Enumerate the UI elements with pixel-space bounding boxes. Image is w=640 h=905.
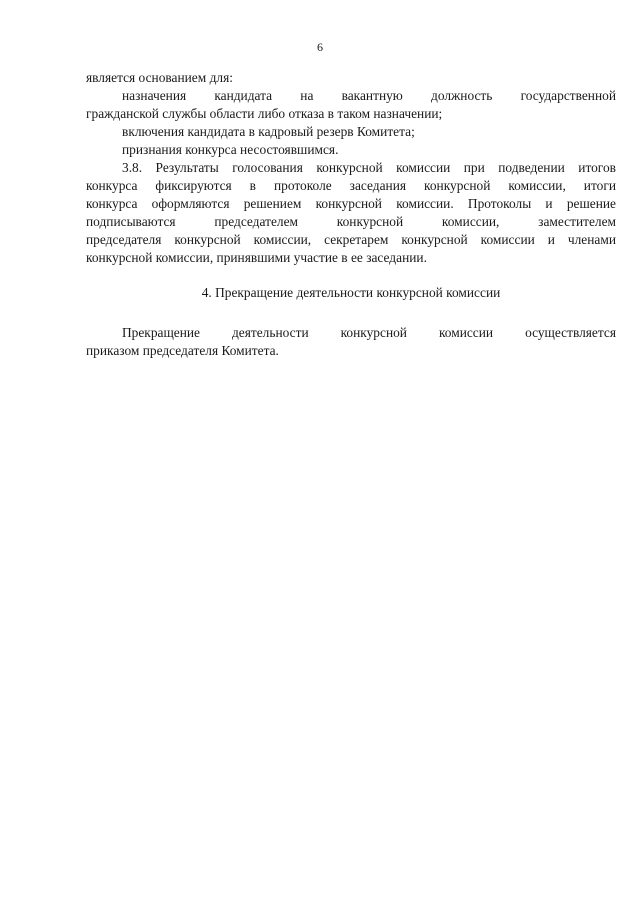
text-line: приказом председателя Комитета. [86, 343, 279, 358]
text-line: председателя конкурсной комиссии, секретарем конкурсной комиссии и членами [86, 232, 616, 247]
text-line: включения кандидата в кадровый резерв Комитета; [122, 124, 415, 139]
text-line: конкурсной комиссии, принявшими участие в ее заседании. [86, 250, 427, 265]
section-heading: 4. Прекращение деятельности конкурсной комиссии [201, 285, 501, 300]
text-line: подписываются председателем конкурсной комиссии, заместителем [86, 214, 616, 229]
text-line: является основанием для: [86, 70, 233, 85]
page-number: 6 [317, 40, 323, 54]
text-line: Прекращение деятельности конкурсной комиссии осуществляется [122, 325, 616, 340]
text-line: конкурса оформляются решением конкурсной комиссии. Протоколы и решение [86, 196, 616, 211]
text-line: 3.8. Результаты голосования конкурсной комиссии при подведении итогов [122, 160, 616, 175]
text-line: гражданской службы области либо отказа в таком назначении; [86, 106, 443, 121]
text-line: назначения кандидата на вакантную должность государственной [122, 88, 616, 103]
text-line: конкурса фиксируются в протоколе заседания конкурсной комиссии, итоги [86, 178, 616, 193]
document-body [86, 69, 616, 360]
text-line: признания конкурса несостоявшимся. [122, 142, 339, 157]
